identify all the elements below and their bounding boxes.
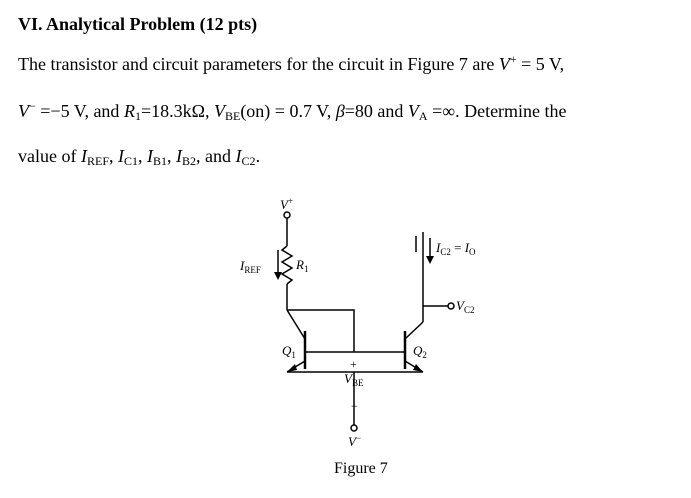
symbol-v: V	[498, 54, 510, 74]
q1-collector	[287, 310, 305, 339]
symbol-i: I	[235, 146, 242, 166]
vbe-label: $V_{BE}$	[344, 371, 364, 388]
problem-text: The transistor and circuit parameters for the circuit in Figure 7 are	[18, 54, 499, 74]
problem-text: =18.3kΩ,	[140, 101, 214, 121]
subscript: BE	[224, 109, 241, 123]
problem-text: ,	[109, 146, 118, 166]
vc2-terminal	[448, 303, 454, 309]
subscript: REF	[86, 154, 109, 168]
q1-emitter-arrowhead	[287, 364, 297, 372]
problem-text: ,	[138, 146, 148, 166]
symbol-i: I	[176, 146, 183, 166]
problem-text: = 5 V,	[516, 54, 565, 74]
symbol-i: I	[147, 146, 154, 166]
ic2-label: $I_{C2} = I_O$	[436, 240, 476, 257]
figure-caption: Figure 7	[334, 460, 388, 477]
subscript: C2	[241, 154, 256, 168]
superscript: +	[509, 52, 517, 66]
q1-label: $Q_1$	[282, 343, 296, 360]
vbe-minus-label: −	[351, 399, 358, 413]
symbol-i: I	[80, 146, 87, 166]
wire	[287, 310, 354, 352]
symbol-v: V	[18, 101, 29, 121]
problem-text: ,	[167, 146, 177, 166]
vminus-terminal	[351, 425, 357, 431]
r1-label: $R_1$	[296, 257, 309, 274]
problem-text: .	[255, 146, 261, 166]
problem-heading: VI. Analytical Problem (12 pts)	[18, 14, 258, 34]
vminus-label: V−	[348, 433, 362, 449]
subscript: C1	[124, 154, 139, 168]
vplus-label: V+	[280, 196, 294, 212]
subscript: A	[418, 109, 428, 123]
problem-text: , and	[196, 146, 236, 166]
vc2-label: $V_{C2}$	[456, 298, 475, 315]
q2-label: $Q_2$	[413, 343, 427, 360]
problem-text: =−5 V, and	[35, 101, 124, 121]
vbe-plus-label: +	[350, 357, 357, 371]
subscript: B2	[182, 154, 197, 168]
subscript: 1	[134, 109, 141, 123]
iref-arrowhead	[274, 272, 282, 280]
subscript: B1	[153, 154, 168, 168]
problem-text: =∞. Determine the	[427, 101, 567, 121]
problem-text: value of	[18, 146, 81, 166]
resistor-r1	[282, 246, 292, 284]
problem-text: (on) = 0.7 V,	[240, 101, 336, 121]
q2-emitter-arrowhead	[413, 364, 423, 372]
symbol-i: I	[118, 146, 124, 166]
symbol-v: V	[407, 101, 419, 121]
symbol-r: R	[123, 101, 135, 121]
problem-text: =80 and	[344, 101, 408, 121]
vplus-terminal	[284, 212, 290, 218]
symbol-beta: β	[335, 101, 345, 121]
superscript: −	[29, 99, 36, 113]
ic2-arrowhead	[426, 256, 434, 264]
symbol-v: V	[213, 101, 225, 121]
q2-collector	[405, 322, 423, 339]
iref-label: $I_{REF}$	[240, 258, 261, 275]
